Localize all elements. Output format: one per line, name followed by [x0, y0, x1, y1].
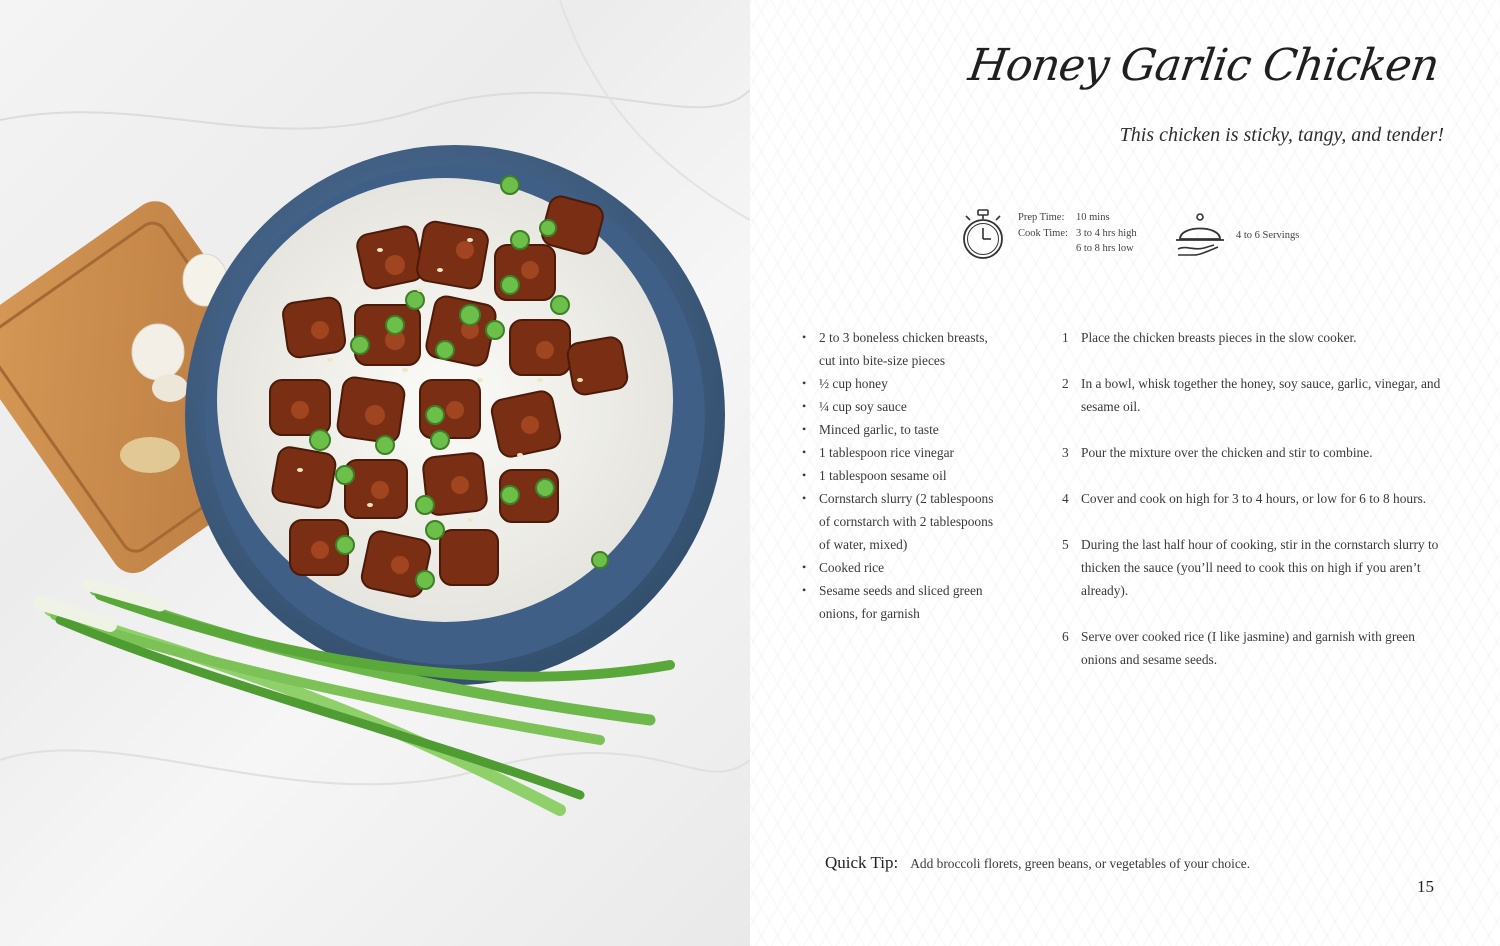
instruction-step	[1062, 372, 1452, 418]
page-number: 15	[1417, 877, 1434, 896]
recipe-meta	[960, 207, 1320, 263]
quick-tip	[825, 853, 1250, 873]
serving-cloche-icon	[1174, 211, 1226, 259]
instruction-step	[1062, 441, 1452, 464]
instruction-step	[1062, 487, 1452, 510]
ingredient-item: • Minced garlic, to taste	[802, 418, 1007, 441]
ingredient-item: • 1 tablespoon rice vinegar	[802, 441, 1007, 464]
ingredient-item: • ½ cup honey	[802, 372, 1007, 395]
cook-time-label: Cook Time:	[1018, 227, 1068, 239]
ingredient-item: • 1 tablespoon sesame oil	[802, 464, 1007, 487]
ingredient-list	[802, 326, 1007, 625]
recipe-subtitle: This chicken is sticky, tangy, and tender!	[1119, 124, 1444, 146]
step-number: 3	[1062, 445, 1069, 460]
step-text: During the last half hour of cooking, stir in the cornstarch slurry to thicken the sauce (you’ll need to cook this on high if you aren’t already).	[1081, 537, 1439, 598]
recipe-title: Honey Garlic Chicken	[965, 40, 1442, 91]
ingredient-item: • Sesame seeds and sliced green onions, for garnish	[802, 579, 1007, 625]
step-number: 5	[1062, 537, 1069, 552]
step-text: Pour the mixture over the chicken and stir to combine.	[1081, 445, 1373, 460]
step-text: Cover and cook on high for 3 to 4 hours, or low for 6 to 8 hours.	[1081, 491, 1427, 506]
cook-time-high: 3 to 4 hrs high	[1076, 227, 1137, 239]
step-number: 4	[1062, 491, 1069, 506]
step-text: Place the chicken breasts pieces in the slow cooker.	[1081, 330, 1357, 345]
quick-tip-text: Add broccoli florets, green beans, or vegetables of your choice.	[910, 856, 1251, 871]
servings-text: 4 to 6 Servings	[1236, 230, 1300, 241]
recipe-page	[750, 0, 1500, 946]
instruction-list	[1062, 326, 1452, 671]
stopwatch-icon	[960, 209, 1006, 261]
step-number: 2	[1062, 376, 1069, 391]
cook-time-low: 6 to 8 hrs low	[1076, 243, 1134, 254]
ingredient-item: • Cornstarch slurry (2 tablespoons of cornstarch with 2 tablespoons of water, mixed)	[802, 487, 1007, 556]
instruction-step	[1062, 326, 1452, 349]
prep-time-value: 10 mins	[1076, 212, 1110, 223]
step-text: Serve over cooked rice (I like jasmine) and garnish with green onions and sesame seeds.	[1081, 629, 1415, 667]
prep-time-label: Prep Time:	[1018, 212, 1065, 223]
ingredient-item: • Cooked rice	[802, 556, 1007, 579]
step-number: 1	[1062, 330, 1069, 345]
step-number: 6	[1062, 629, 1069, 644]
instruction-step	[1062, 625, 1452, 671]
ingredient-item: • ¼ cup soy sauce	[802, 395, 1007, 418]
step-text: In a bowl, whisk together the honey, soy sauce, garlic, vinegar, and sesame oil.	[1081, 376, 1441, 414]
instruction-step	[1062, 533, 1452, 602]
ingredient-item: • 2 to 3 boneless chicken breasts, cut into bite-size pieces	[802, 326, 1007, 372]
quick-tip-label: Quick Tip:	[825, 853, 899, 872]
